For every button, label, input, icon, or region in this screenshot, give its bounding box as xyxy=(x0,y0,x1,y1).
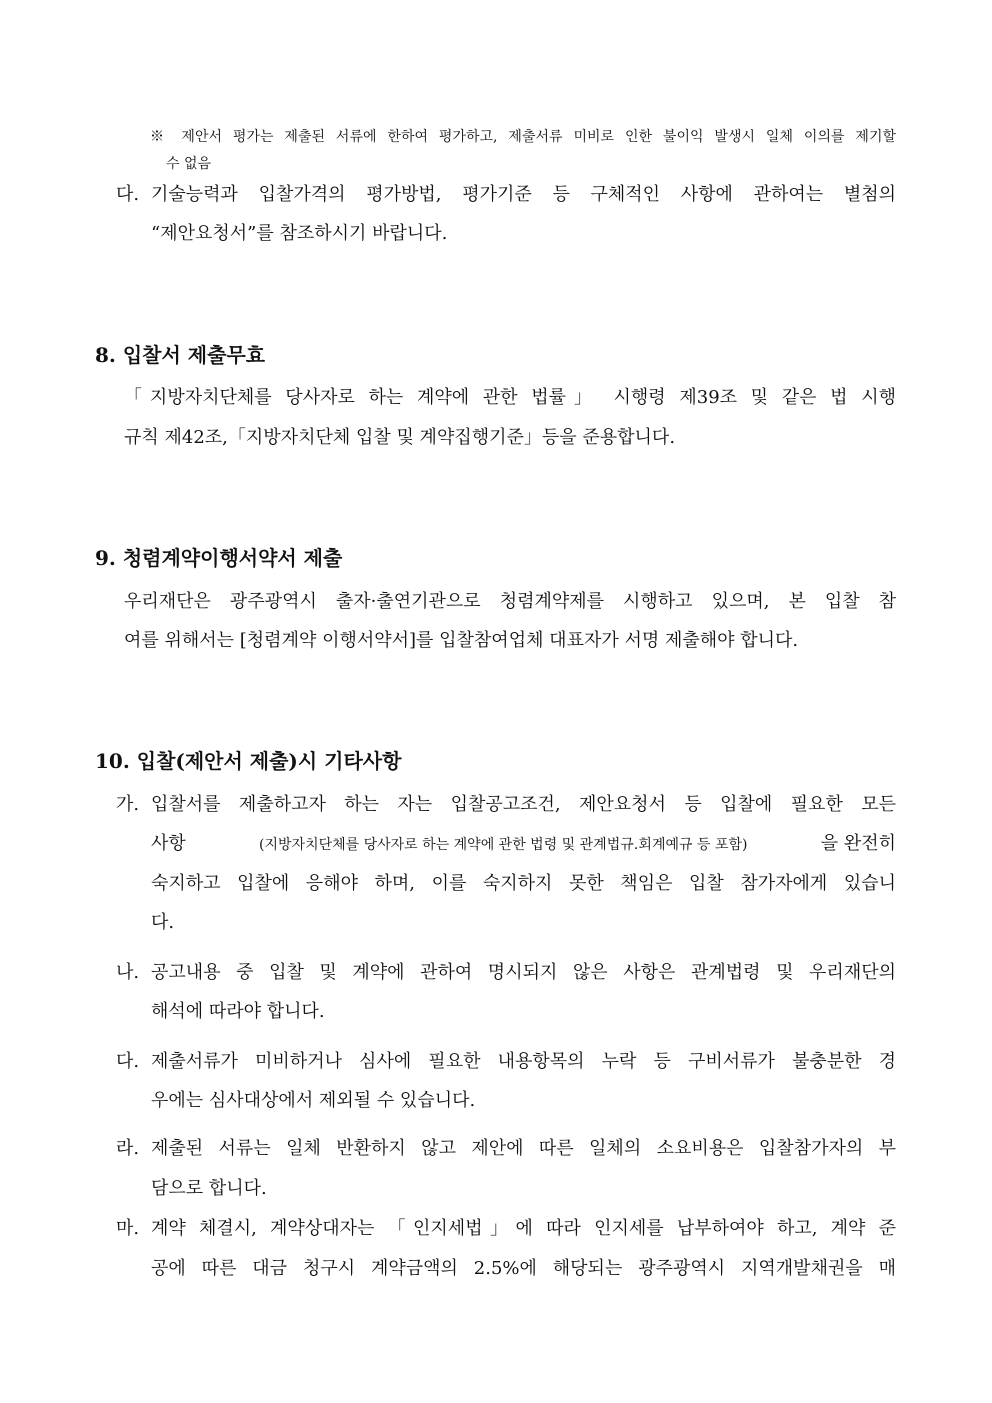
list-item-line xyxy=(151,829,896,855)
list-item-line: 제출된 서류는 일체 반환하지 않고 제안에 따른 일체의 소요비용은 입찰참가자의 부 xyxy=(151,1138,896,1159)
list-marker: 다. xyxy=(116,184,140,205)
section-heading-8: 8. 입찰서 제출무효 xyxy=(95,343,266,367)
list-item-line: 담으로 합니다. xyxy=(151,1178,267,1199)
section-9-paragraph-line: 여를 위해서는 [청렴계약 이행서약서]를 입찰참여업체 대표자가 서명 제출해야 합니다. xyxy=(124,630,799,651)
list-item-line: 제출서류가 미비하거나 심사에 필요한 내용항목의 누락 등 구비서류가 불충분한 경 xyxy=(151,1051,896,1072)
list-marker: 다. xyxy=(116,1051,140,1072)
list-item-line: 입찰서를 제출하고자 하는 자는 입찰공고조건, 제안요청서 등 입찰에 필요한 모든 xyxy=(151,794,896,815)
list-item-line: 우에는 심사대상에서 제외될 수 있습니다. xyxy=(151,1090,476,1111)
evaluation-note-line-1: ※ 제안서 평가는 제출된 서류에 한하여 평가하고, 제출서류 미비로 인한 불이익 발생시 일체 이의를 제기할 xyxy=(150,129,896,145)
list-item-line: 기술능력과 입찰가격의 평가방법, 평가기준 등 구체적인 사항에 관하여는 별첨의 xyxy=(151,184,896,205)
evaluation-note-line-2: 수 없음 xyxy=(166,156,212,172)
section-heading-9: 9. 청렴계약이행서약서 제출 xyxy=(95,546,343,570)
list-marker: 라. xyxy=(116,1138,140,1159)
list-item-text: 을 완전히 xyxy=(820,833,896,854)
list-item-line: 공에 따른 대금 청구시 계약금액의 2.5%에 해당되는 광주광역시 지역개발채권을 매 xyxy=(151,1258,896,1279)
list-item-line: 계약 체결시, 계약상대자는 「인지세법」에 따라 인지세를 납부하여야 하고, 계약 준 xyxy=(151,1218,896,1239)
list-item-line: 공고내용 중 입찰 및 계약에 관하여 명시되지 않은 사항은 관계법령 및 우리재단의 xyxy=(151,962,896,983)
list-marker: 나. xyxy=(116,962,140,983)
list-marker: 마. xyxy=(116,1218,140,1239)
list-item-line: 해석에 따라야 합니다. xyxy=(151,1001,325,1022)
list-item-line: “제안요청서”를 참조하시기 바랍니다. xyxy=(151,223,448,244)
list-marker: 가. xyxy=(116,794,140,815)
section-8-paragraph-line: 「지방자치단체를 당사자로 하는 계약에 관한 법률」 시행령 제39조 및 같은 법 시행 xyxy=(124,387,896,408)
section-9-paragraph-line: 우리재단은 광주광역시 출자·출연기관으로 청렴계약제를 시행하고 있으며, 본 입찰 참 xyxy=(124,591,896,612)
list-item-parenthetical: (지방자치단체를 당사자로 하는 계약에 관한 법령 및 관계법규․회계예규 등 포함) xyxy=(259,837,748,853)
list-item-text: 사항 xyxy=(151,833,186,854)
list-item-line: 다. xyxy=(151,912,175,933)
section-8-paragraph-line: 규칙 제42조,「지방자치단체 입찰 및 계약집행기준」등을 준용합니다. xyxy=(124,427,676,448)
section-heading-10: 10. 입찰(제안서 제출)시 기타사항 xyxy=(95,749,402,773)
list-item-line: 숙지하고 입찰에 응해야 하며, 이를 숙지하지 못한 책임은 입찰 참가자에게 있습니 xyxy=(151,873,896,894)
